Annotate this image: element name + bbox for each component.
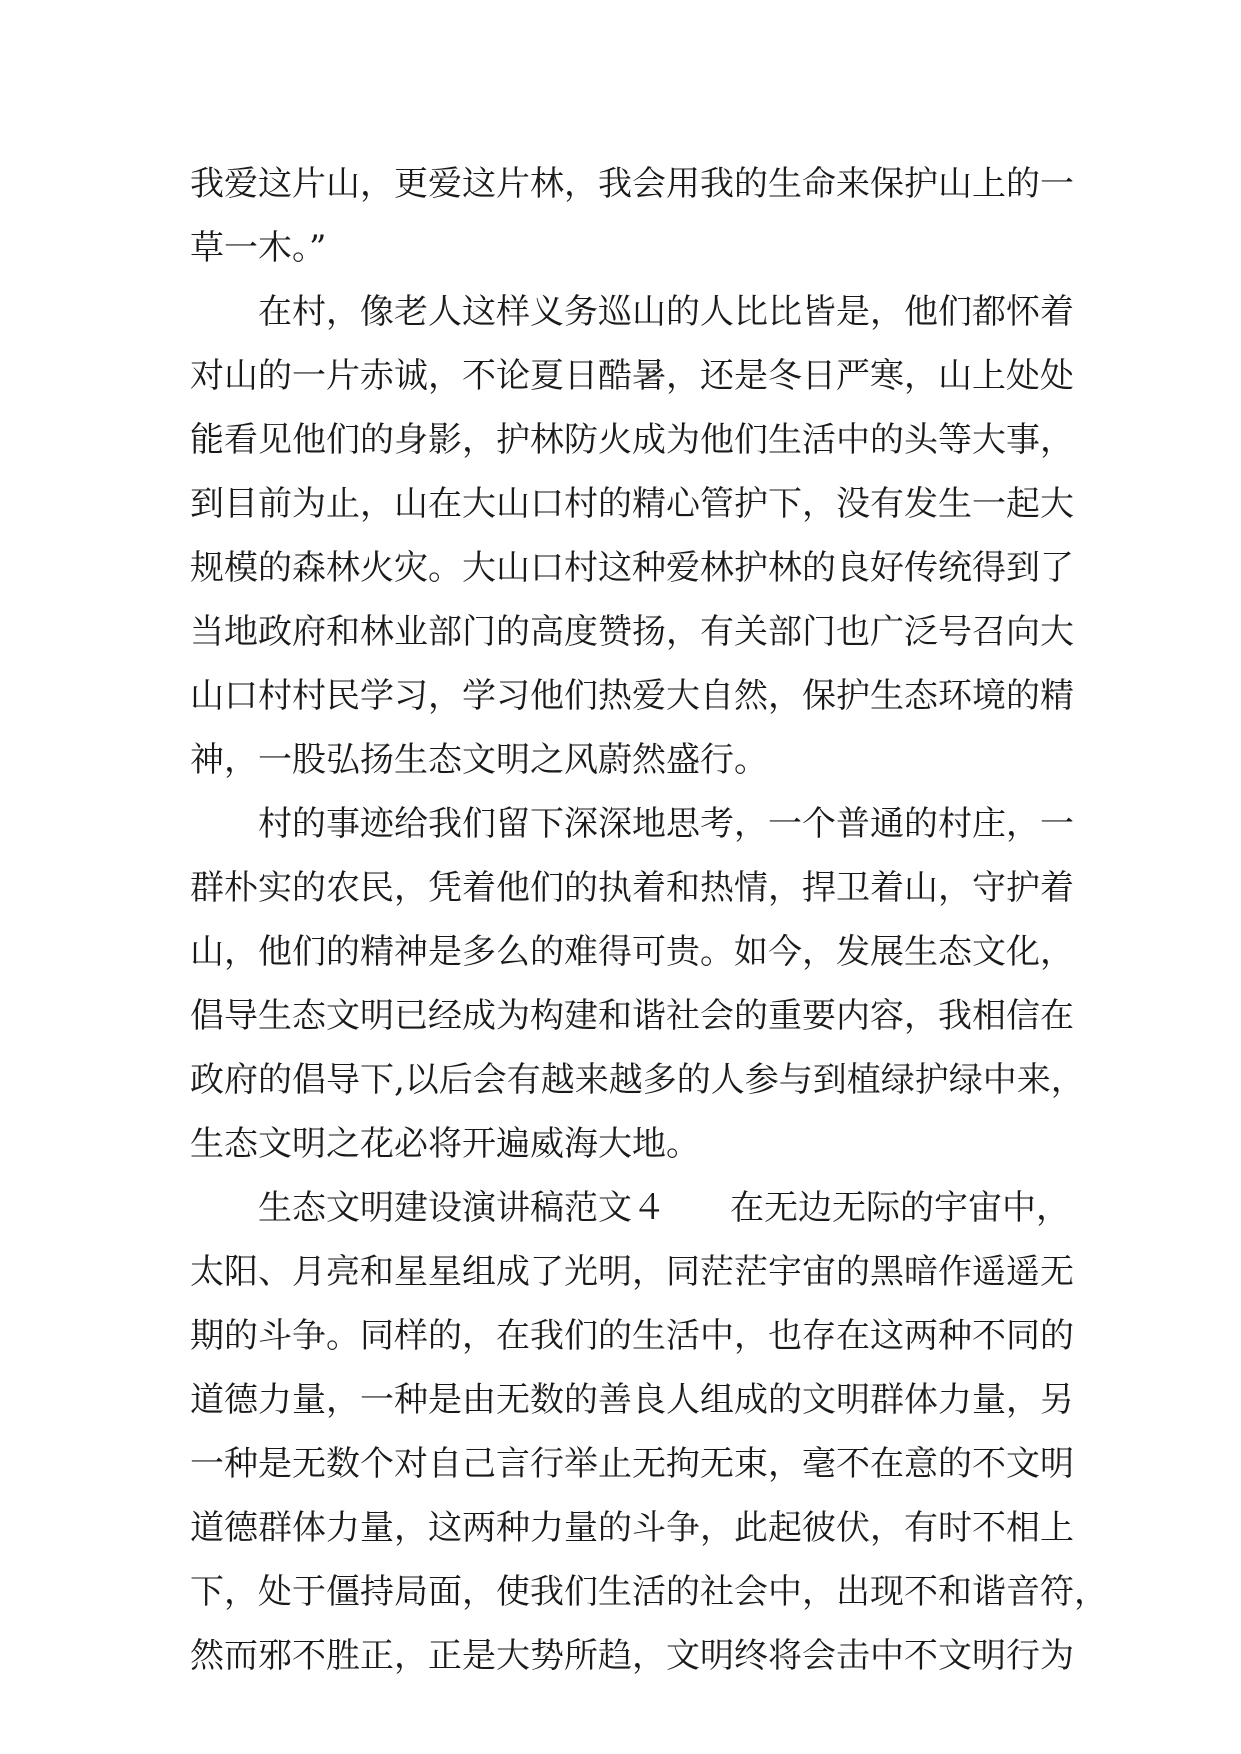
text-line: 能看见他们的身影，护林防火成为他们生活中的头等大事， [190,420,1074,460]
text-line: 到目前为止，山在大山口村的精心管护下，没有发生一起大 [190,484,1074,524]
text-line-tail: 在无边无际的宇宙中， [730,1188,1070,1228]
text-line: 对山的一片赤诚，不论夏日酷暑，还是冬日严寒，山上处处 [190,356,1074,396]
section-heading-line [190,1176,1070,1240]
text-line: 道德群体力量，这两种力量的斗争，此起彼伏，有时不相上 [190,1508,1074,1548]
text-line: 政府的倡导下,以后会有越来越多的人参与到植绿护绿中来， [190,1060,1085,1100]
text-line: 下，处于僵持局面，使我们生活的社会中，出现不和谐音符， [190,1572,1108,1612]
text-line: 草一木。” [190,228,327,268]
text-line: 期的斗争。同样的，在我们的生活中，也存在这两种不同的 [190,1316,1074,1356]
text-line: 我爱这片山，更爱这片林，我会用我的生命来保护山上的一 [190,164,1074,204]
document-body [190,152,1108,1688]
section-heading: 生态文明建设演讲稿范文４ [258,1188,666,1228]
text-line: 群朴实的农民，凭着他们的执着和热情，捍卫着山，守护着 [190,868,1074,908]
text-line: 太阳、月亮和星星组成了光明，同茫茫宇宙的黑暗作遥遥无 [190,1252,1074,1292]
text-line: 规模的森林火灾。大山口村这种爱林护林的良好传统得到了 [190,548,1074,588]
text-line: 然而邪不胜正，正是大势所趋，文明终将会击中不文明行为 [190,1636,1074,1676]
text-line: 生态文明之花必将开遍威海大地。 [190,1124,700,1164]
text-line: 村的事迹给我们留下深深地思考，一个普通的村庄，一 [258,804,1074,844]
text-line: 在村，像老人这样义务巡山的人比比皆是，他们都怀着 [258,292,1074,332]
text-line: 山口村村民学习，学习他们热爱大自然，保护生态环境的精 [190,676,1074,716]
text-line: 当地政府和林业部门的高度赞扬，有关部门也广泛号召向大 [190,612,1074,652]
text-line: 一种是无数个对自己言行举止无拘无束，毫不在意的不文明 [190,1444,1074,1484]
text-line: 神，一股弘扬生态文明之风蔚然盛行。 [190,740,768,780]
text-line: 倡导生态文明已经成为构建和谐社会的重要内容，我相信在 [190,996,1074,1036]
text-line: 道德力量，一种是由无数的善良人组成的文明群体力量，另 [190,1380,1074,1420]
text-line: 山，他们的精神是多么的难得可贵。如今，发展生态文化， [190,932,1074,972]
